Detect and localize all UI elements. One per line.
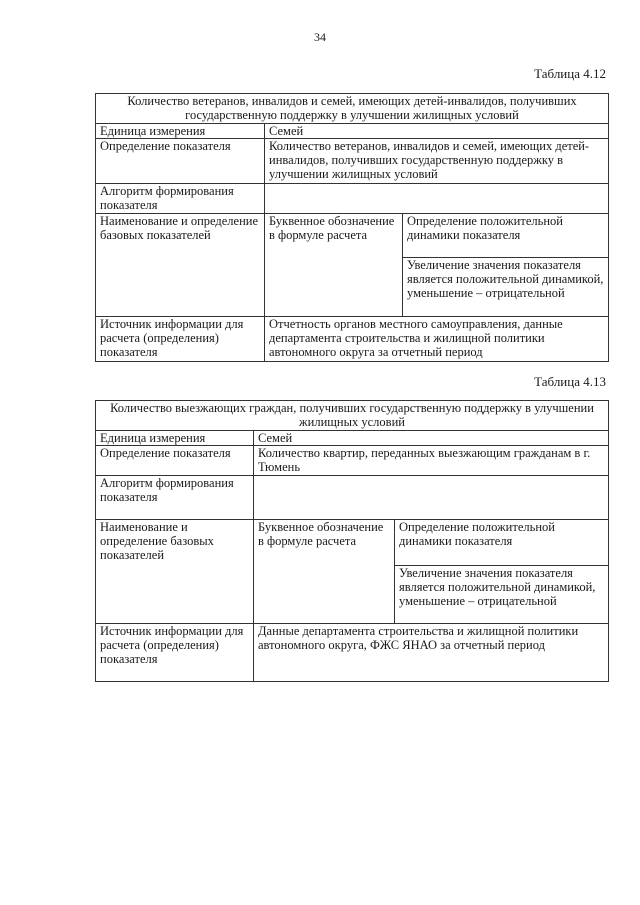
dynamics-value: Увеличение значения показателя является положительной динамикой, уменьшение – отрицательной <box>403 258 609 317</box>
indicator-table <box>95 93 609 362</box>
definition-value: Количество квартир, переданных выезжающим гражданам в г. Тюмень <box>254 446 609 476</box>
letter-value <box>254 566 395 624</box>
indicator-table <box>95 400 609 682</box>
letter-label: Буквенное обозначение в формуле расчета <box>265 214 403 258</box>
unit-value: Семей <box>254 431 609 446</box>
letter-label: Буквенное обозначение в формуле расчета <box>254 520 395 566</box>
dynamics-label: Определение положительной динамики показателя <box>395 520 609 566</box>
table-caption: Таблица 4.12 <box>534 66 606 81</box>
base-name-value <box>96 258 265 317</box>
dynamics-label: Определение положительной динамики показателя <box>403 214 609 258</box>
base-name-label: Наименование и определение базовых показателей <box>96 520 254 566</box>
table-title: Количество ветеранов, инвалидов и семей, имеющих детей-инвалидов, получивших государственную поддержку в улучшении жилищных условий <box>96 94 609 124</box>
definition-label: Определение показателя <box>96 139 265 184</box>
unit-label: Единица измерения <box>96 431 254 446</box>
dynamics-value: Увеличение значения показателя является положительной динамикой, уменьшение – отрицательной <box>395 566 609 624</box>
table-caption: Таблица 4.13 <box>534 374 606 389</box>
unit-value: Семей <box>265 124 609 139</box>
source-value: Отчетность органов местного самоуправления, данные департамента строительства и жилищной политики автономного округа за отчетный период <box>265 317 609 362</box>
source-label: Источник информации для расчета (определения) показателя <box>96 624 254 682</box>
base-name-value <box>96 566 254 624</box>
letter-value <box>265 258 403 317</box>
table-title: Количество выезжающих граждан, получивших государственную поддержку в улучшении жилищных условий <box>96 401 609 431</box>
algorithm-label: Алгоритм формирования показателя <box>96 476 254 520</box>
source-label: Источник информации для расчета (определения) показателя <box>96 317 265 362</box>
page-number: 34 <box>314 30 326 44</box>
algorithm-label: Алгоритм формирования показателя <box>96 184 265 214</box>
algorithm-value <box>265 184 609 214</box>
source-value: Данные департамента строительства и жилищной политики автономного округа, ФЖС ЯНАО за отчетный период <box>254 624 609 682</box>
algorithm-value <box>254 476 609 520</box>
definition-value: Количество ветеранов, инвалидов и семей, имеющих детей-инвалидов, получивших государственную поддержку в улучшении жилищных условий <box>265 139 609 184</box>
base-name-label: Наименование и определение базовых показателей <box>96 214 265 258</box>
unit-label: Единица измерения <box>96 124 265 139</box>
definition-label: Определение показателя <box>96 446 254 476</box>
